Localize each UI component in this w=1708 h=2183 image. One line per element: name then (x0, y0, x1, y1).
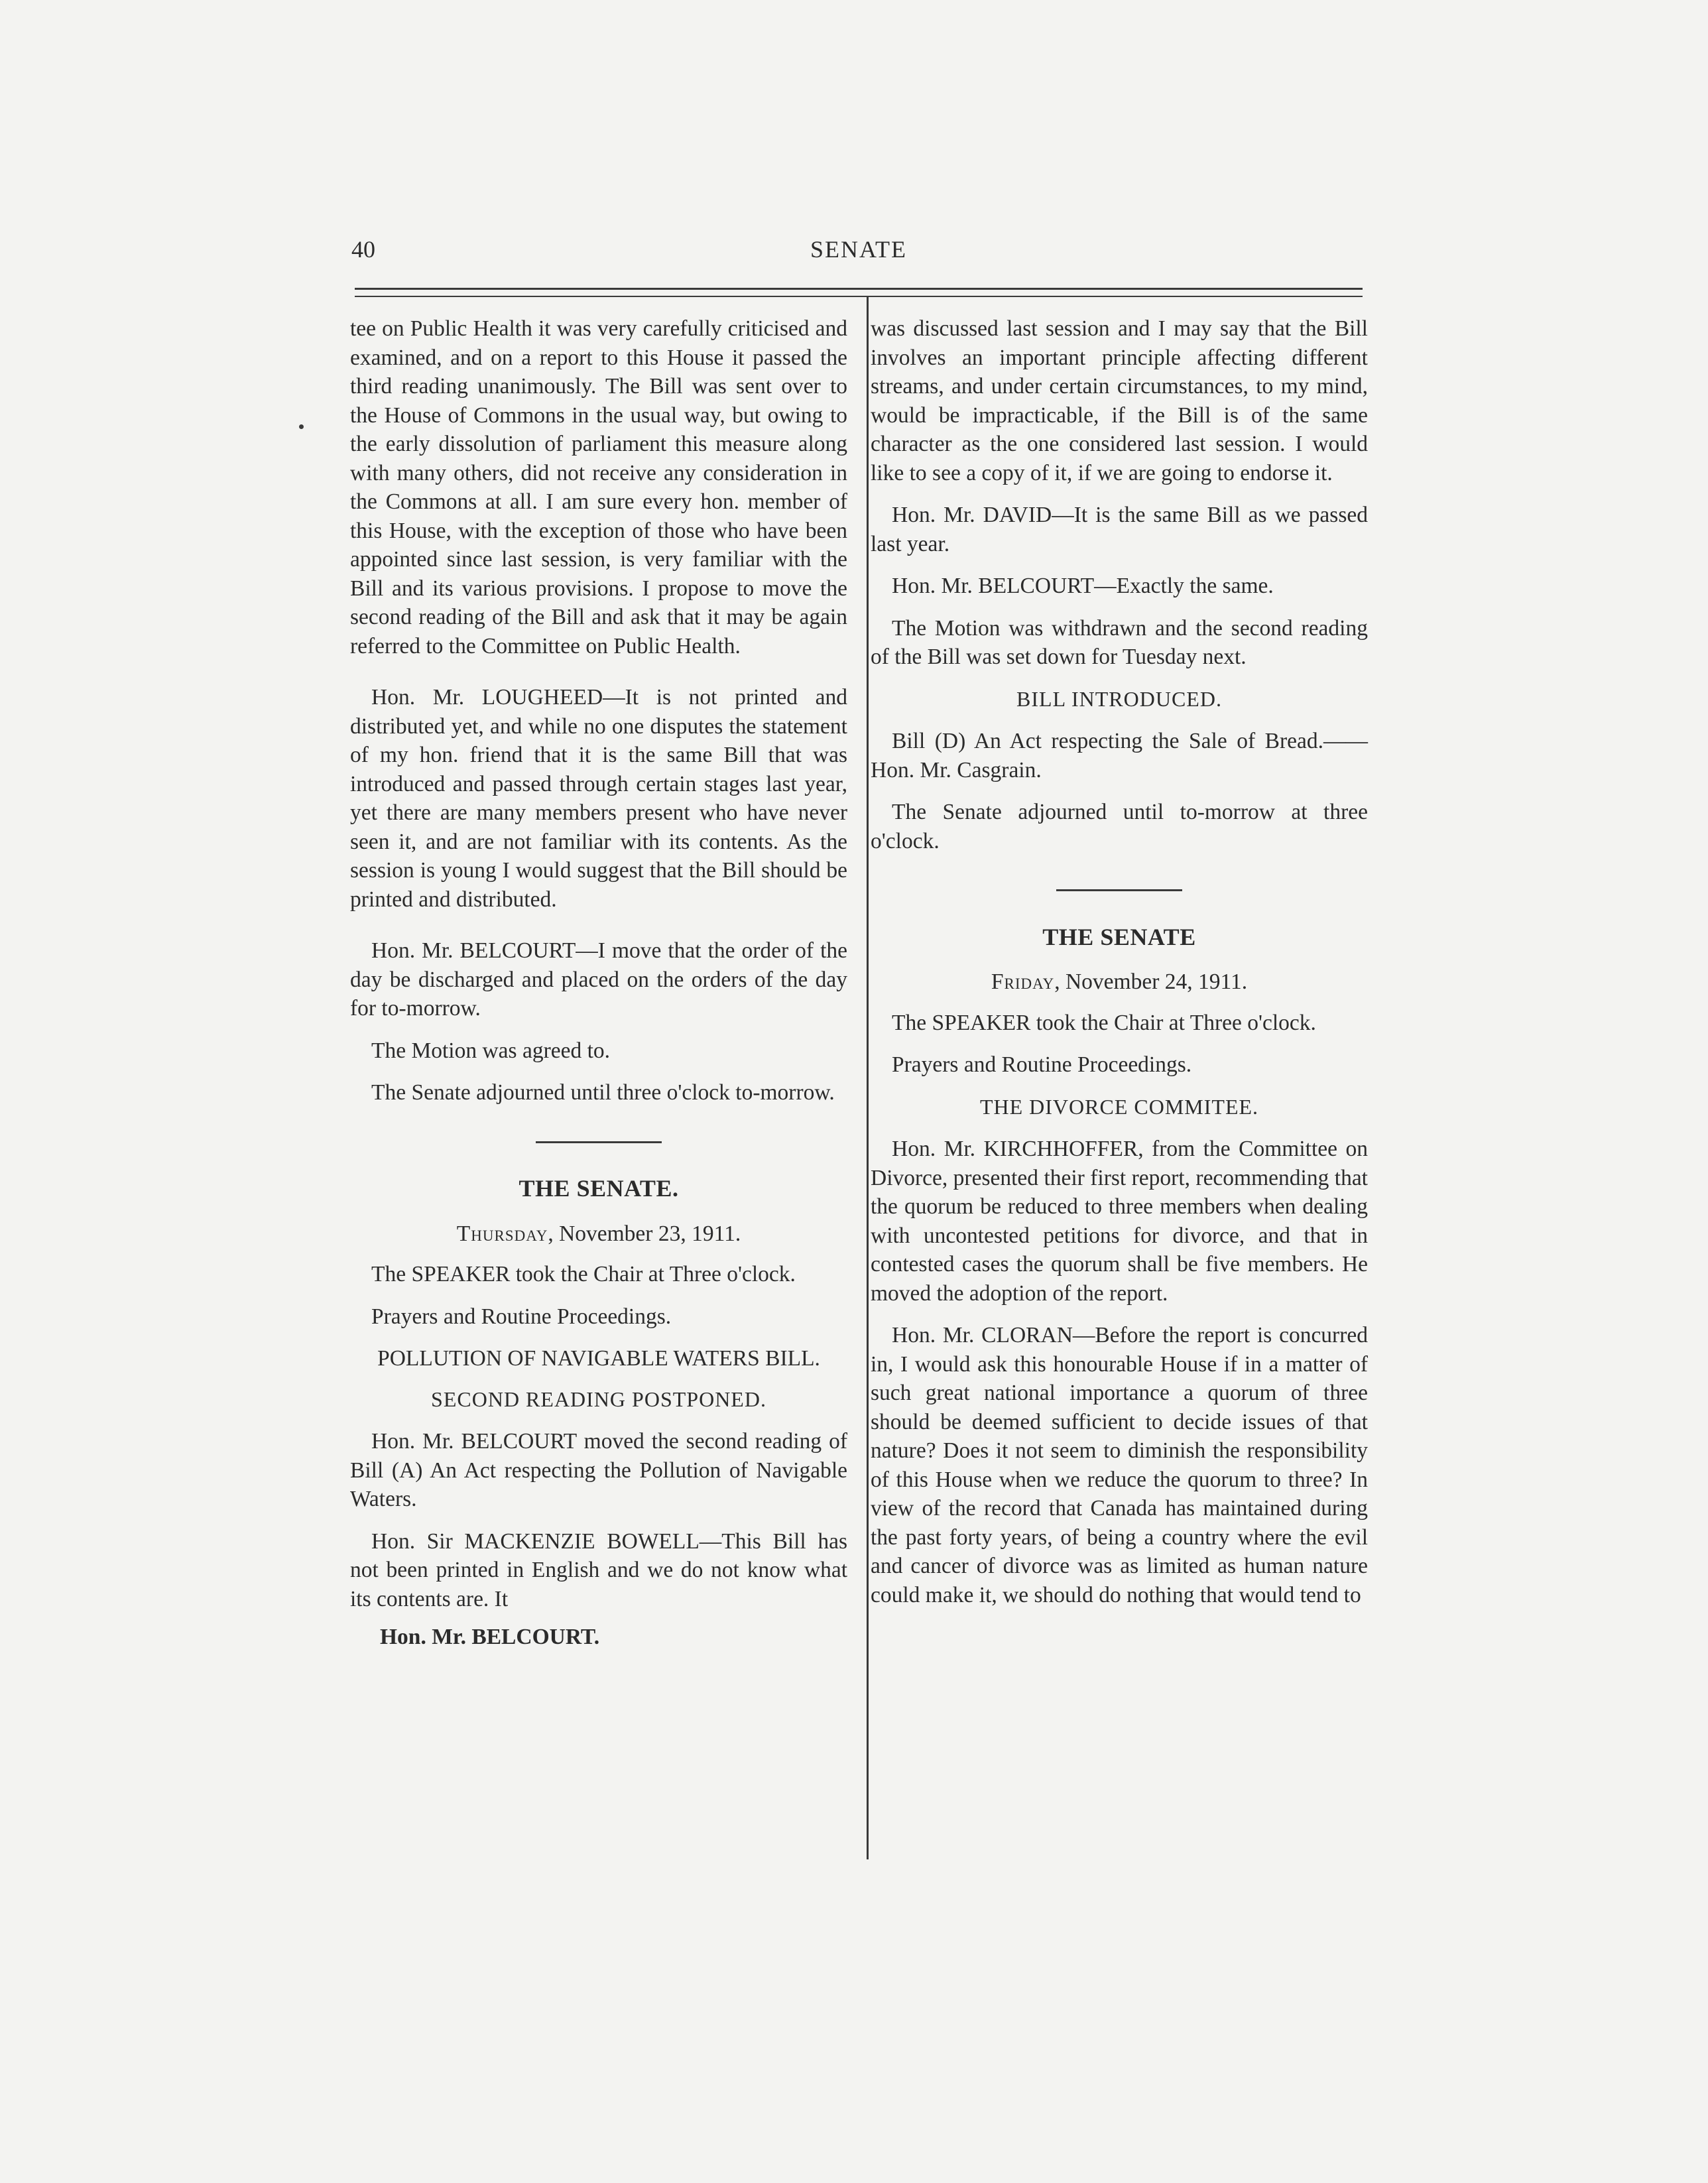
section-separator-right (871, 870, 1368, 899)
bill-introduced-heading: BILL INTRODUCED. (1016, 686, 1222, 711)
column-divider (867, 297, 869, 1859)
sitting-date (350, 1219, 847, 1249)
sitting-date-rest: , November 23, 1911. (548, 1221, 741, 1246)
bill-subheading: SECOND READING POSTPONED. (431, 1387, 766, 1411)
speaker-note: The SPEAKER took the Chair at Three o'clock. (371, 1262, 796, 1286)
bill-heading: POLLUTION OF NAVIGABLE WATERS BILL. (377, 1346, 820, 1371)
header-rule-top (355, 288, 1363, 290)
catchword: Hon. Mr. BELCOURT. (380, 1625, 600, 1649)
continued-paragraph-right: was discussed last session and I may say that the Bill involves an important principle affecting different streams, and under certain circumstances, to my mind, would be impracticable, if the Bill is of the same character as the one considered last session. I would like to see a copy of it, if we are going to endorse it. (871, 316, 1368, 485)
kirchhoffer-report: Hon. Mr. KIRCHHOFFER, from the Committee on Divorce, presented their first report, recommending that the quorum be reduced to three members when dealing with uncontested petitions for divorce, and that in contested cases the quorum shall be five members. He moved the adoption of the report. (871, 1137, 1368, 1306)
sitting-heading: THE SENATE. (518, 1175, 679, 1202)
sitting-date-rest-right: , November 24, 1911. (1054, 969, 1248, 994)
right-column (871, 314, 1368, 1623)
sitting-day: Thursday (456, 1221, 548, 1246)
scan-speck (299, 424, 304, 429)
motion-withdrawn: The Motion was withdrawn and the second reading of the Bill was set down for Tuesday next. (871, 615, 1368, 669)
prayers-note-right: Prayers and Routine Proceedings. (892, 1052, 1192, 1077)
belcourt-moved: Hon. Mr. BELCOURT moved the second reading of Bill (A) An Act respecting the Pollution of Navigable Waters. (350, 1429, 847, 1511)
continued-paragraph: tee on Public Health it was very carefully criticised and examined, and on a report to this House it passed the third reading unanimously. The Bill was sent over to the House of Commons in the usual way, but owing to the early dissolution of parliament this measure along with many others, did not receive any consideration in the Commons at all. I am sure every hon. member of this House, with the exception of those who have been appointed since last session, is very familiar with the Bill and its various provisions. I propose to move the second reading of the Bill and ask that it may be again referred to the Committee on Public Health. (350, 316, 847, 658)
divorce-committee-heading: THE DIVORCE COMMITEE. (979, 1094, 1259, 1119)
lougheed-remarks: Hon. Mr. LOUGHEED—It is not printed and distributed yet, and while no one disputes the statement of my hon. friend that it is the same Bill that was introduced and passed through certain stages last year, yet there are many members present who have never seen it, and are not familiar with its contents. As the session is young I would suggest that the Bill should be printed and distributed. (350, 685, 847, 912)
belcourt-exactly: Hon. Mr. BELCOURT—Exactly the same. (892, 574, 1274, 598)
sitting-day-right: Friday (991, 969, 1055, 994)
bill-d-note: Bill (D) An Act respecting the Sale of Bread.——Hon. Mr. Casgrain. (871, 729, 1368, 782)
sitting-date-right (871, 967, 1368, 997)
page-number: 40 (351, 236, 375, 263)
adjournment-note-right: The Senate adjourned until to-morrow at three o'clock. (871, 800, 1368, 853)
sitting-heading-right: THE SENATE (1042, 923, 1196, 950)
running-head-title: SENATE (810, 236, 907, 263)
motion-agreed: The Motion was agreed to. (371, 1038, 611, 1063)
speaker-note-right: The SPEAKER took the Chair at Three o'clock. (892, 1010, 1316, 1035)
cloran-remarks: Hon. Mr. CLORAN—Before the report is concurred in, I would ask this honourable House if in a matter of such great national importance a quorum of three should be deemed sufficient to decide issues of that nature? Does it not seem to diminish the responsibility of this House when we reduce the quorum to three? In view of the record that Canada has maintained during the past forty years, of being a country where the evil and cancer of divorce was as limited as human nature could make it, we should do nothing that would tend to (871, 1323, 1368, 1607)
prayers-note: Prayers and Routine Proceedings. (371, 1304, 672, 1329)
left-column (350, 314, 847, 1652)
david-remarks: Hon. Mr. DAVID—It is the same Bill as we passed last year. (871, 503, 1368, 556)
bowell-remarks: Hon. Sir MACKENZIE BOWELL—This Bill has not been printed in English and we do not know what its contents are. It (350, 1528, 847, 1611)
header-rule-bottom (355, 296, 1363, 297)
section-separator (350, 1122, 847, 1151)
adjournment-note: The Senate adjourned until three o'clock to-morrow. (371, 1080, 835, 1105)
page-header (351, 235, 1366, 267)
belcourt-motion: Hon. Mr. BELCOURT—I move that the order of the day be discharged and placed on the orders of the day for to-morrow. (350, 938, 847, 1021)
